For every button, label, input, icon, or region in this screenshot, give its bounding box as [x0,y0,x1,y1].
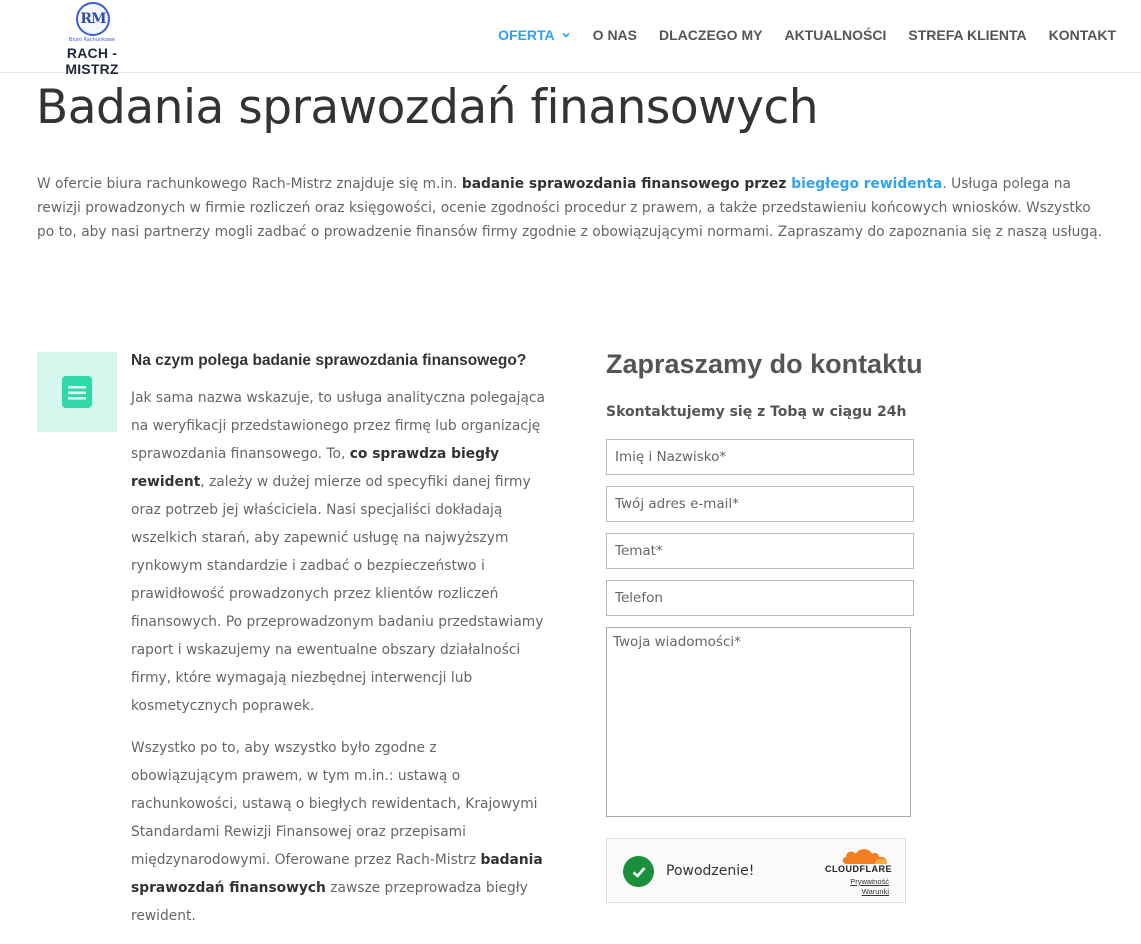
blurb-bold: badania sprawozdań finansowych [131,852,543,896]
intro-text: . Usługa polega na rewizji prowadzonych w firmie rozliczeń oraz księgowości, ocenie zgodności procedur z prawem, a także przedstawieniu końcowych wniosków. Wszystko po to, aby nasi partnerzy mogli zadbać o prowadzenie finansów firmy zgodnie z obowiązującymi normami. Zapraszamy do zapoznania się z naszą usługą. [37,176,1102,240]
nav-item-label: AKTUALNOŚCI [784,27,887,43]
success-check-icon [623,856,654,887]
blurb-paragraph-1 [131,384,546,720]
blurb-text: zawsze przeprowadza biegły rewident. [131,880,528,924]
nav-item-label: STREFA KLIENTA [908,27,1027,43]
blurb-bold: co sprawdza biegły rewident [131,446,500,490]
document-icon [61,375,93,409]
email-input[interactable] [606,486,914,522]
name-input[interactable] [606,439,914,475]
subject-input[interactable] [606,533,914,569]
cloudflare-cloud-icon [839,846,891,866]
blurb-text: , zależy w dużej mierze od specyfiki danej firmy oraz potrzeb jej właściciela. Nasi specjaliści dokładają wszelkich starań, aby zapewnić usługę na najwyższym rynkowym standardzie i zadbać o bezpieczeństwo i prawidłowość prowadzonych przez klientów rozliczeń finansowych. Po przeprowadzonym badaniu przedstawiamy raport i wskazujemy na ewentualne obszary działalności firmy, które wymagają niezbędnej interwencji lub kosmetycznych poprawek. [131,474,544,714]
phone-input[interactable] [606,580,914,616]
nav-item-oferta[interactable] [498,26,571,44]
site-header [0,0,1141,77]
biegly-rewident-link[interactable]: biegłego rewidenta [791,176,943,192]
nav-item-kontakt[interactable] [1049,26,1116,44]
cloudflare-brand: CLOUDFLARE [825,864,892,874]
terms-link[interactable]: Warunki [861,887,889,896]
chevron-down-icon [561,30,571,40]
intro-paragraph [37,172,1107,244]
logo-mark-text: RM [80,11,106,27]
page-title: Badania sprawozdań finansowych [36,80,819,135]
message-textarea[interactable] [606,627,911,817]
blurb-body [131,384,546,944]
logo-mark [76,2,110,36]
nav-item-o-nas[interactable] [593,26,637,44]
blurb-title: Na czym polega badanie sprawozdania finansowego? [131,352,527,369]
logo-subtitle: Biuro Rachunkowe [68,37,116,43]
nav-item-aktualnosci[interactable] [784,26,886,44]
logo-name: RACH - MISTRZ [65,45,119,77]
contact-subtitle: Skontaktujemy się z Tobą w ciągu 24h [606,404,907,420]
nav-item-label: O NAS [592,27,638,43]
nav-item-strefa-klienta[interactable] [908,26,1026,44]
nav-item-label: OFERTA [498,27,555,43]
nav-item-label: KONTAKT [1048,27,1116,43]
blurb-text: Jak sama nazwa wskazuje, to usługa analityczna polegająca na weryfikacji przedstawionego przez firmę lub organizację sprawozdania finansowego. To, [131,390,545,462]
intro-text: W ofercie biura rachunkowego Rach-Mistrz znajduje się m.in. [37,176,462,192]
blurb-paragraph-2 [131,734,546,930]
nav-item-dlaczego-my[interactable] [659,26,762,44]
cloudflare-captcha[interactable] [606,838,906,903]
nav-item-label: DLACZEGO MY [659,27,763,43]
intro-bold: badanie sprawozdania finansowego przez [461,176,792,192]
blurb-text: Wszystko po to, aby wszystko było zgodne z obowiązującym prawem, w tym m.in.: ustawą o rachunkowości, ustawą o biegłych rewidentach, Krajowymi Standardami Rewizji Finansowej oraz przepisami międzynarodowymi. Oferowane przez Rach-Mistrz [131,740,538,868]
blurb-icon-box [37,352,117,432]
site-logo[interactable] [40,2,144,77]
captcha-status: Powodzenie! [666,863,755,879]
main-nav [476,26,1116,44]
privacy-link[interactable]: Prywatność [850,877,889,886]
contact-title: Zapraszamy do kontaktu [606,349,923,379]
